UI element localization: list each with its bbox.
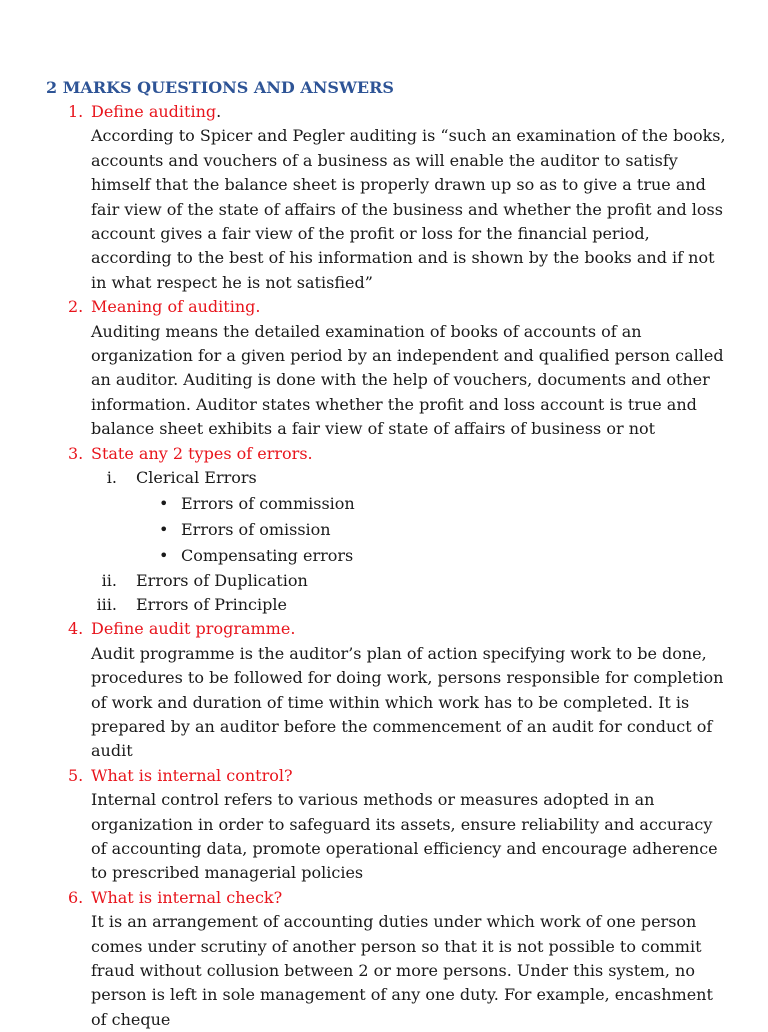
- question-3: [46, 442, 728, 618]
- page-heading: 2 MARKS QUESTIONS AND ANSWERS: [46, 78, 394, 97]
- bullet-icon: •: [159, 545, 169, 565]
- question-4-title: Define audit programme.: [91, 619, 296, 639]
- question-2-title-line: [46, 295, 728, 319]
- question-3-title: State any 2 types of errors.: [91, 443, 313, 463]
- question-number: 6.: [68, 887, 84, 907]
- question-6-title: What is internal check?: [91, 887, 283, 907]
- question-number: 2.: [68, 297, 84, 317]
- question-1-title: Define auditing: [91, 102, 217, 121]
- question-2-title: Meaning of auditing.: [91, 297, 261, 317]
- question-2: [46, 295, 728, 441]
- question-1-title-punct: .: [216, 102, 222, 121]
- roman-numeral: i.: [106, 468, 117, 488]
- question-6-title-line: [46, 886, 728, 910]
- question-3-title-line: [46, 442, 728, 466]
- question-5-title-line: [46, 764, 728, 788]
- question-4-title-line: [46, 617, 728, 641]
- bullet-icon: •: [159, 493, 169, 513]
- question-5-answer: Internal control refers to various methods or measures adopted in an organization in order to safeguard its assets, ensure reliability and accuracy of accounting data, promote operational efficiency and encourage adherence to prescribed managerial policies: [91, 790, 718, 883]
- question-1-answer: According to Spicer and Pegler auditing is “such an examination of the books, accounts and vouchers of a business as will enable the auditor to satisfy himself that the balance sheet is properly drawn up so as to give a true and fair view of the state of affairs of the business and whether the profit and loss account gives a fair view of the profit or loss for the financial period, according to the best of his information and is shown by the books and if not in what respect he is not satisfied”: [91, 126, 726, 292]
- bullet-item: [159, 491, 728, 517]
- roman-numeral: ii.: [101, 570, 117, 590]
- list-item: [91, 569, 728, 593]
- bullet-item-label: Errors of omission: [181, 519, 331, 539]
- question-5: [46, 764, 728, 886]
- list-item-label: Errors of Duplication: [136, 570, 308, 590]
- question-number: 4.: [68, 619, 84, 639]
- question-6-answer: It is an arrangement of accounting duties under which work of one person comes under scrutiny of another person so that it is not possible to commit fraud without collusion between 2 or more persons. Under this system, no person is left in sole management of any one duty. For example, encashment of cheque: [91, 912, 713, 1029]
- bullet-item: [159, 517, 728, 543]
- question-2-answer: Auditing means the detailed examination of books of accounts of an organization for a given period by an independent and qualified person called an auditor. Auditing is done with the help of vouchers, documents and other information. Auditor states whether the profit and loss account is true and balance sheet exhibits a fair view of state of affairs of business or not: [91, 321, 724, 439]
- question-4: [46, 617, 728, 763]
- question-1-title-line: [46, 100, 728, 124]
- list-item-label: Clerical Errors: [136, 468, 257, 488]
- question-6: [46, 886, 728, 1032]
- bullet-item-label: Compensating errors: [181, 545, 354, 565]
- question-5-title: What is internal control?: [91, 765, 293, 785]
- bullet-icon: •: [159, 519, 169, 539]
- question-number: 3.: [68, 443, 84, 463]
- clerical-errors-sublist: [136, 491, 728, 569]
- question-1: [46, 100, 728, 295]
- question-4-answer: Audit programme is the auditor’s plan of action specifying work to be done, procedures to be followed for doing work, persons responsible for completion of work and duration of time within which work has to be completed. It is prepared by an auditor before the commencement of an audit for conduct of audit: [91, 643, 724, 761]
- list-item: [91, 593, 728, 617]
- roman-numeral: iii.: [96, 594, 117, 614]
- list-item: [91, 466, 728, 568]
- error-types-list: [91, 466, 728, 617]
- list-item-label: Errors of Principle: [136, 594, 287, 614]
- question-number: 5.: [68, 765, 84, 785]
- bullet-item: [159, 543, 728, 569]
- question-number: 1.: [68, 102, 84, 121]
- bullet-item-label: Errors of commission: [181, 493, 355, 513]
